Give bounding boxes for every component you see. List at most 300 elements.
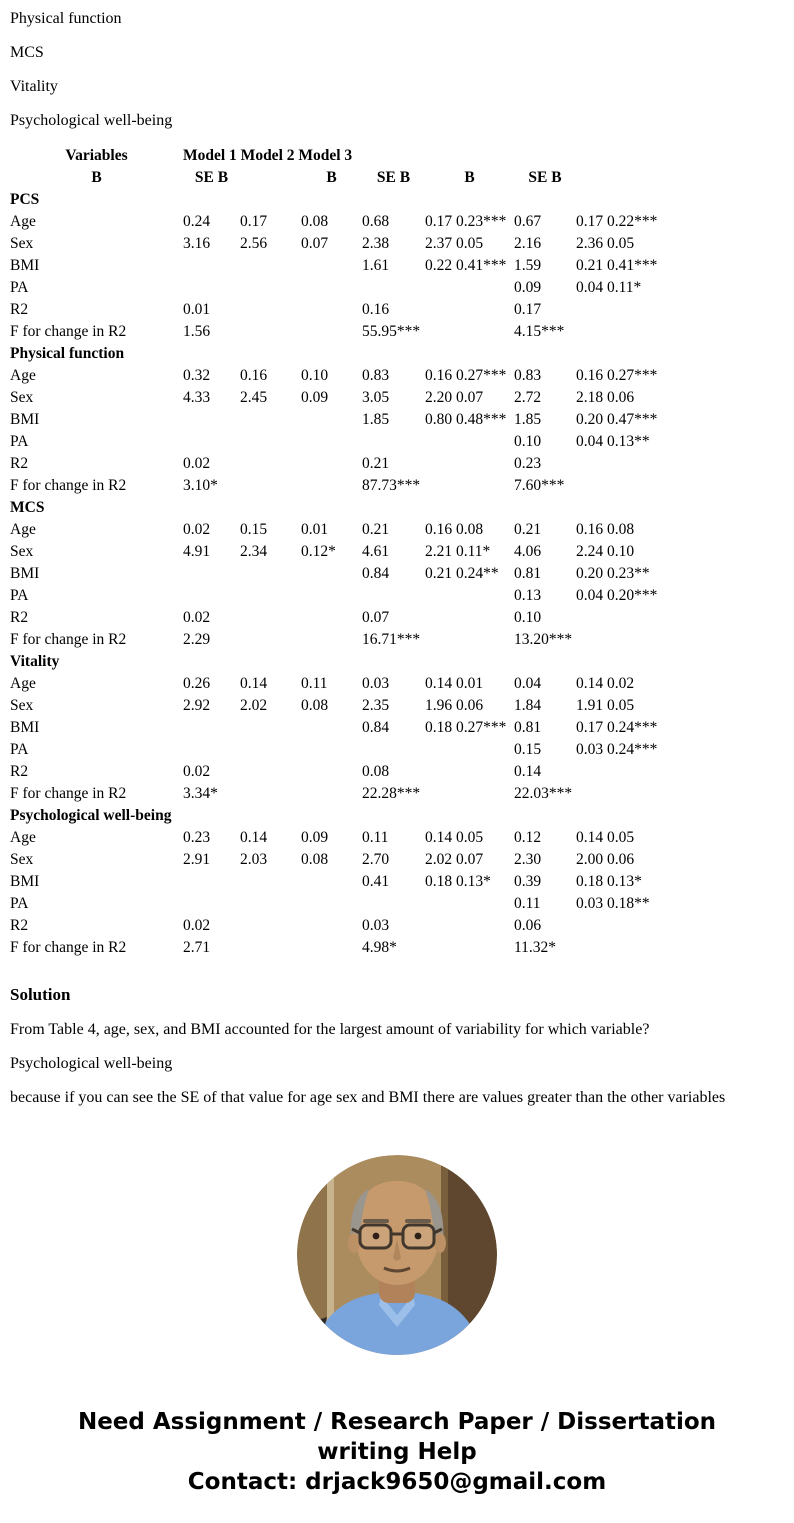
table-cell: 0.01: [301, 521, 329, 538]
table-cell: 0.23: [514, 455, 542, 472]
table-cell: [576, 453, 686, 475]
section-header-row: [10, 651, 686, 673]
table-cell: 1.56: [183, 323, 211, 340]
table-cell: 0.17 0.23***: [425, 213, 507, 230]
section-header-row: [10, 805, 686, 827]
table-cell: [425, 761, 514, 783]
table-cell: [301, 431, 362, 453]
table-cell: [301, 607, 362, 629]
table-cell: 0.67: [514, 213, 542, 230]
table-cell: 55.95***: [362, 323, 421, 340]
table-cell: 0.08: [362, 763, 390, 780]
table-cell: 0.14 0.02: [576, 675, 635, 692]
solution-explanation: because if you can see the SE of that value for age sex and BMI there are values greater than the other variables: [10, 1089, 726, 1106]
table-row: [10, 629, 686, 651]
solution-section: [10, 1020, 784, 1107]
table-cell: 0.81: [514, 719, 542, 736]
table-cell: [301, 585, 362, 607]
tutor-photo: [297, 1155, 497, 1355]
table-cell: 0.20 0.23**: [576, 565, 650, 582]
solution-heading: Solution: [10, 985, 71, 1004]
table-cell: 0.03: [362, 675, 390, 692]
table-row: [10, 695, 686, 717]
table-cell: 0.68: [362, 213, 390, 230]
table-row: [10, 761, 686, 783]
table-cell: [301, 937, 362, 959]
table-cell: [576, 607, 686, 629]
row-label: PA: [10, 279, 29, 296]
table-cell: 0.21: [362, 521, 390, 538]
table-cell: 0.07: [301, 235, 329, 252]
row-label: Age: [10, 367, 36, 384]
table-cell: 0.01: [183, 301, 211, 318]
table-cell: [576, 937, 686, 959]
table-cell: [425, 629, 514, 651]
table-cell: [240, 607, 301, 629]
table-cell: 0.41: [362, 873, 390, 890]
table-cell: 0.17: [240, 213, 268, 230]
table-row: [10, 849, 686, 871]
table-cell: 0.16: [362, 301, 390, 318]
table-cell: 0.08: [301, 851, 329, 868]
table-cell: [240, 761, 301, 783]
col-sub-header: [240, 167, 301, 189]
table-cell: [240, 409, 301, 431]
table-cell: [301, 739, 362, 761]
table-cell: 0.16: [240, 367, 268, 384]
table-cell: 0.16 0.27***: [576, 367, 658, 384]
table-cell: 0.81: [514, 565, 542, 582]
table-cell: 1.85: [514, 411, 542, 428]
section-title: MCS: [10, 499, 45, 516]
table-row: [10, 519, 686, 541]
table-cell: 0.26: [183, 675, 211, 692]
table-cell: 0.15: [514, 741, 542, 758]
table-cell: 0.08: [301, 213, 329, 230]
intro-line-physical-function: Physical function: [10, 10, 122, 27]
row-label: R2: [10, 763, 29, 780]
table-cell: [576, 475, 686, 497]
intro-line-vitality: Vitality: [10, 78, 58, 95]
row-label: Age: [10, 829, 36, 846]
table-cell: [301, 409, 362, 431]
section-title: PCS: [10, 191, 40, 208]
table-cell: [240, 321, 301, 343]
row-label: BMI: [10, 411, 40, 428]
table-cell: [301, 629, 362, 651]
table-row: [10, 277, 686, 299]
table-cell: [301, 321, 362, 343]
table-cell: 0.12: [514, 829, 542, 846]
table-cell: [425, 739, 514, 761]
table-cell: 0.16 0.08: [425, 521, 484, 538]
table-cell: 0.12*: [301, 543, 336, 560]
table-cell: 0.18 0.13*: [425, 873, 491, 890]
table-cell: [362, 739, 425, 761]
table-cell: 0.83: [514, 367, 542, 384]
table-cell: 2.91: [183, 851, 211, 868]
table-cell: [425, 783, 514, 805]
table-cell: 0.09: [301, 829, 329, 846]
table-cell: 0.04 0.11*: [576, 279, 642, 296]
table-cell: 0.21: [362, 455, 390, 472]
table-cell: 2.18 0.06: [576, 389, 635, 406]
table-cell: 1.84: [514, 697, 542, 714]
table-cell: 13.20***: [514, 631, 573, 648]
table-cell: [301, 893, 362, 915]
table-row: [10, 453, 686, 475]
table-row: [10, 871, 686, 893]
table-cell: 0.14: [240, 675, 268, 692]
table-cell: 0.11: [362, 829, 389, 846]
table-cell: 0.02: [183, 521, 211, 538]
table-cell: 4.06: [514, 543, 542, 560]
table-row: [10, 893, 686, 915]
col-header-variables: Variables: [65, 147, 128, 164]
table-header-row-2: [10, 167, 686, 189]
table-cell: [240, 871, 301, 893]
table-cell: 2.02 0.07: [425, 851, 484, 868]
table-cell: [240, 629, 301, 651]
table-cell: [301, 255, 362, 277]
table-cell: [362, 893, 425, 915]
table-cell: 0.16 0.08: [576, 521, 635, 538]
row-label: Sex: [10, 235, 34, 252]
row-label: PA: [10, 895, 29, 912]
table-cell: 2.00 0.06: [576, 851, 635, 868]
table-row: [10, 211, 686, 233]
table-cell: 4.15***: [514, 323, 565, 340]
table-cell: [576, 629, 686, 651]
table-cell: 4.98*: [362, 939, 397, 956]
solution-answer: Psychological well-being: [10, 1055, 173, 1072]
table-cell: 0.21 0.41***: [576, 257, 658, 274]
table-cell: 0.02: [183, 609, 211, 626]
table-cell: [240, 431, 301, 453]
table-cell: 0.03 0.24***: [576, 741, 658, 758]
table-cell: [362, 585, 425, 607]
table-cell: [576, 299, 686, 321]
table-cell: 0.17 0.24***: [576, 719, 658, 736]
table-row: [10, 937, 686, 959]
table-cell: [240, 893, 301, 915]
table-cell: 0.17 0.22***: [576, 213, 658, 230]
table-cell: [301, 761, 362, 783]
section-header-row: [10, 343, 686, 365]
table-cell: [240, 915, 301, 937]
section-title: Psychological well-being: [10, 807, 172, 824]
table-cell: 2.38: [362, 235, 390, 252]
col-sub-header: SE B: [528, 169, 562, 186]
table-row: [10, 563, 686, 585]
table-cell: 2.35: [362, 697, 390, 714]
table-cell: 1.96 0.06: [425, 697, 484, 714]
table-cell: 0.20 0.47***: [576, 411, 658, 428]
table-cell: 2.92: [183, 697, 211, 714]
table-cell: 0.04 0.13**: [576, 433, 650, 450]
table-cell: [362, 277, 425, 299]
table-cell: 2.03: [240, 851, 268, 868]
table-cell: 0.14 0.05: [425, 829, 484, 846]
section-header-row: [10, 189, 686, 211]
footer-banner: [10, 1407, 784, 1497]
row-label: F for change in R2: [10, 477, 127, 494]
row-label: Age: [10, 675, 36, 692]
table-cell: [183, 585, 240, 607]
table-cell: 2.72: [514, 389, 542, 406]
table-cell: 0.23: [183, 829, 211, 846]
row-label: R2: [10, 609, 29, 626]
table-cell: 7.60***: [514, 477, 565, 494]
table-row: [10, 739, 686, 761]
table-cell: [576, 321, 686, 343]
table-cell: [183, 871, 240, 893]
section-title: Vitality: [10, 653, 60, 670]
col-sub-header: SE B: [376, 169, 411, 186]
table-cell: 3.10*: [183, 477, 218, 494]
row-label: F for change in R2: [10, 939, 127, 956]
table-cell: 0.18 0.13*: [576, 873, 642, 890]
table-cell: 3.05: [362, 389, 390, 406]
row-label: Sex: [10, 697, 34, 714]
table-cell: 4.33: [183, 389, 211, 406]
table-cell: [183, 893, 240, 915]
table-cell: 0.83: [362, 367, 390, 384]
table-cell: 2.16: [514, 235, 542, 252]
table-cell: 0.39: [514, 873, 542, 890]
table-cell: 0.09: [514, 279, 542, 296]
footer-contact-email: Contact: drjack9650@gmail.com: [187, 1469, 607, 1495]
col-sub-header: B: [326, 169, 337, 186]
avatar: [297, 1155, 497, 1355]
table-cell: [183, 563, 240, 585]
table-cell: 0.02: [183, 763, 211, 780]
table-cell: 0.18 0.27***: [425, 719, 507, 736]
table-cell: [240, 563, 301, 585]
table-cell: 1.85: [362, 411, 390, 428]
table-cell: 3.34*: [183, 785, 218, 802]
row-label: BMI: [10, 719, 40, 736]
intro-line-psych-wellbeing: Psychological well-being: [10, 112, 173, 129]
table-cell: 0.02: [183, 455, 211, 472]
row-label: F for change in R2: [10, 631, 127, 648]
table-cell: 0.10: [301, 367, 329, 384]
table-row: [10, 431, 686, 453]
table-cell: [301, 299, 362, 321]
table-cell: [301, 871, 362, 893]
table-cell: 2.45: [240, 389, 268, 406]
col-sub-header: B: [464, 169, 475, 186]
table-cell: [301, 475, 362, 497]
table-cell: [240, 453, 301, 475]
table-cell: 16.71***: [362, 631, 421, 648]
table-cell: [362, 431, 425, 453]
table-cell: [301, 783, 362, 805]
regression-table: [10, 145, 686, 959]
table-cell: [183, 409, 240, 431]
table-cell: 0.24: [183, 213, 211, 230]
table-row: [10, 541, 686, 563]
table-cell: [425, 431, 514, 453]
table-cell: [425, 453, 514, 475]
table-cell: 0.10: [514, 433, 542, 450]
table-cell: 0.04 0.20***: [576, 587, 658, 604]
table-row: [10, 475, 686, 497]
table-cell: [425, 893, 514, 915]
table-cell: [240, 255, 301, 277]
table-cell: [183, 277, 240, 299]
table-cell: 22.28***: [362, 785, 421, 802]
row-label: BMI: [10, 257, 40, 274]
table-cell: [301, 277, 362, 299]
col-sub-header: SE B: [194, 169, 229, 186]
table-cell: [576, 761, 686, 783]
intro-line-mcs: MCS: [10, 44, 44, 61]
table-cell: [240, 585, 301, 607]
table-cell: 2.71: [183, 939, 211, 956]
row-label: Sex: [10, 851, 34, 868]
table-cell: 4.61: [362, 543, 390, 560]
table-row: [10, 607, 686, 629]
table-cell: [425, 321, 514, 343]
table-cell: [301, 717, 362, 739]
table-cell: 0.22 0.41***: [425, 257, 507, 274]
table-cell: 3.16: [183, 235, 211, 252]
row-label: R2: [10, 917, 29, 934]
table-cell: [240, 277, 301, 299]
table-cell: [425, 475, 514, 497]
table-cell: 2.37 0.05: [425, 235, 484, 252]
table-row: [10, 827, 686, 849]
row-label: R2: [10, 455, 29, 472]
row-label: BMI: [10, 873, 40, 890]
table-cell: [240, 937, 301, 959]
table-cell: [301, 453, 362, 475]
table-cell: 2.34: [240, 543, 268, 560]
table-cell: [425, 585, 514, 607]
table-cell: 1.59: [514, 257, 542, 274]
table-row: [10, 783, 686, 805]
table-cell: [576, 915, 686, 937]
table-cell: [425, 915, 514, 937]
table-row: [10, 365, 686, 387]
table-cell: 2.36 0.05: [576, 235, 635, 252]
table-row: [10, 321, 686, 343]
section-title: Physical function: [10, 345, 125, 362]
table-cell: [183, 255, 240, 277]
row-label: Age: [10, 521, 36, 538]
table-cell: 2.02: [240, 697, 268, 714]
table-cell: 11.32*: [514, 939, 557, 956]
table-row: [10, 585, 686, 607]
table-cell: 87.73***: [362, 477, 421, 494]
table-cell: [240, 739, 301, 761]
row-label: PA: [10, 587, 29, 604]
table-cell: [301, 563, 362, 585]
table-cell: 2.24 0.10: [576, 543, 635, 560]
table-cell: [183, 739, 240, 761]
table-cell: [240, 717, 301, 739]
table-cell: 0.11: [514, 895, 541, 912]
row-label: Sex: [10, 389, 34, 406]
row-label: R2: [10, 301, 29, 318]
table-cell: 22.03***: [514, 785, 573, 802]
table-cell: 0.21: [514, 521, 542, 538]
table-cell: 0.16 0.27***: [425, 367, 507, 384]
table-cell: [301, 915, 362, 937]
table-cell: 0.09: [301, 389, 329, 406]
table-cell: [425, 299, 514, 321]
table-cell: [240, 475, 301, 497]
col-sub-header: B: [91, 169, 102, 186]
table-cell: [425, 277, 514, 299]
table-row: [10, 299, 686, 321]
table-cell: 1.61: [362, 257, 390, 274]
col-sub-header: [576, 167, 686, 189]
table-cell: 2.20 0.07: [425, 389, 484, 406]
table-cell: 0.02: [183, 917, 211, 934]
footer-help-line-1: Need Assignment / Research Paper / Dissertation: [77, 1409, 717, 1435]
table-cell: 0.04: [514, 675, 542, 692]
table-cell: 0.80 0.48***: [425, 411, 507, 428]
table-cell: 0.84: [362, 565, 390, 582]
col-header-models: Model 1 Model 2 Model 3: [183, 147, 353, 164]
row-label: BMI: [10, 565, 40, 582]
table-cell: 0.08: [301, 697, 329, 714]
table-cell: 0.10: [514, 609, 542, 626]
solution-question: From Table 4, age, sex, and BMI accounted for the largest amount of variability for which variable?: [10, 1021, 650, 1038]
table-row: [10, 233, 686, 255]
table-cell: 0.14 0.05: [576, 829, 635, 846]
table-cell: 2.70: [362, 851, 390, 868]
table-cell: 0.07: [362, 609, 390, 626]
row-label: PA: [10, 433, 29, 450]
table-cell: 0.03 0.18**: [576, 895, 650, 912]
table-cell: 1.91 0.05: [576, 697, 635, 714]
table-cell: 0.21 0.24**: [425, 565, 499, 582]
table-cell: 2.29: [183, 631, 211, 648]
table-cell: 2.30: [514, 851, 542, 868]
table-cell: [425, 607, 514, 629]
section-header-row: [10, 497, 686, 519]
table-cell: 0.17: [514, 301, 542, 318]
row-label: F for change in R2: [10, 785, 127, 802]
table-row: [10, 717, 686, 739]
row-label: Sex: [10, 543, 34, 560]
table-cell: 2.56: [240, 235, 268, 252]
table-row: [10, 673, 686, 695]
table-cell: 0.32: [183, 367, 211, 384]
table-cell: 4.91: [183, 543, 211, 560]
table-cell: 0.84: [362, 719, 390, 736]
table-cell: 0.15: [240, 521, 268, 538]
table-cell: [183, 717, 240, 739]
table-row: [10, 387, 686, 409]
intro-section: [10, 9, 784, 130]
table-cell: 2.21 0.11*: [425, 543, 491, 560]
table-row: [10, 409, 686, 431]
row-label: F for change in R2: [10, 323, 127, 340]
table-cell: [425, 937, 514, 959]
table-row: [10, 915, 686, 937]
table-cell: 0.06: [514, 917, 542, 934]
table-cell: [576, 783, 686, 805]
table-cell: 0.03: [362, 917, 390, 934]
table-cell: 0.13: [514, 587, 542, 604]
table-header-row-1: [10, 145, 686, 167]
table-cell: [183, 431, 240, 453]
table-cell: 0.14: [240, 829, 268, 846]
